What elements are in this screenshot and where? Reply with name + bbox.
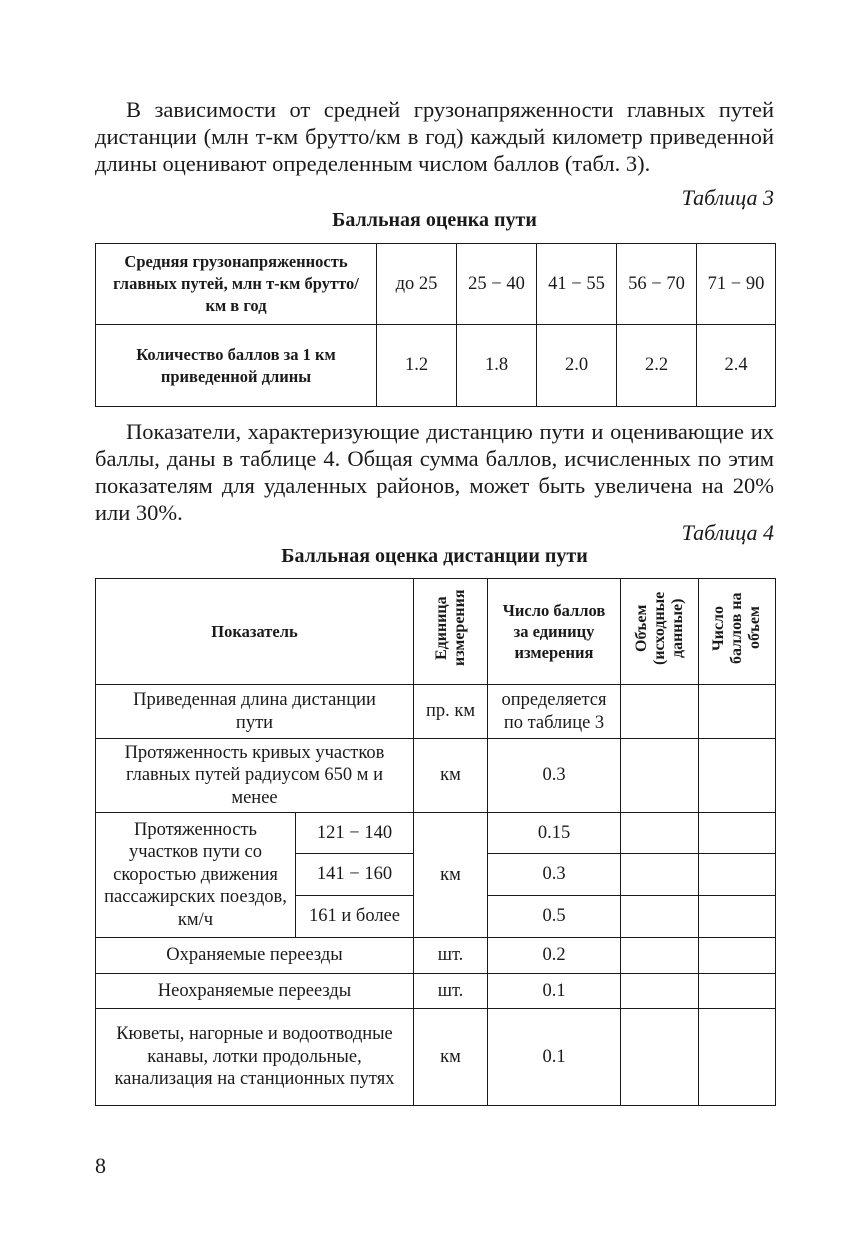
table-row [96,813,776,854]
points-cell: 0.3 [488,739,621,813]
table-cell: 2.4 [697,325,776,407]
volume-cell [621,938,699,974]
table-cell: 1.8 [457,325,537,407]
speed-range-cell: 161 и более [296,896,414,938]
explanation-paragraph: Показатели, характеризующие дистанцию пути и оценивающие их баллы, даны в таблице 4. Общая сумма баллов, исчисленных по этим показателям для удаленных районов, может быть увеличена на 20% или 30%. [95,419,774,525]
volume-cell [621,974,699,1009]
row-header-freight-density: Средняя грузонапряженность главных путей, млн т-км брутто/км в год [96,244,377,325]
points-cell: 0.5 [488,896,621,938]
page-number: 8 [95,1153,106,1178]
speed-range-cell: 121 − 140 [296,813,414,854]
points-volume-cell [699,854,776,896]
score-table-track [95,243,776,407]
unit-cell: км [414,1009,488,1106]
header-unit-text: Единица измерения [432,590,468,667]
unit-cell: шт. [414,938,488,974]
points-cell: 0.1 [488,1009,621,1106]
points-volume-cell [699,1009,776,1106]
indicator-cell: Неохраняемые переезды [96,974,414,1009]
indicator-cell: Кюветы, нагорные и водоотводные канавы, лотки продольные, канализация на станционных путях [96,1009,414,1106]
table-row [96,938,776,974]
volume-cell [621,1009,699,1106]
header-points-volume [699,579,776,685]
header-volume [621,579,699,685]
points-volume-cell [699,739,776,813]
table3-title: Балльная оценка пути [332,209,537,231]
unit-cell: км [414,813,488,938]
table-header-row [96,579,776,685]
header-indicator: Показатель [96,579,414,685]
indicator-cell: Протяженность кривых участков главных путей радиусом 650 м и менее [96,739,414,813]
table-cell: 2.2 [617,325,697,407]
table-row [96,739,776,813]
table-row [96,974,776,1009]
header-unit [414,579,488,685]
table-cell: 56 − 70 [617,244,697,325]
table4-caption: Таблица 4 [681,520,774,545]
points-cell: 0.1 [488,974,621,1009]
table-row [96,685,776,739]
table-cell: 25 − 40 [457,244,537,325]
points-cell: 0.15 [488,813,621,854]
table-row [96,1009,776,1106]
intro-paragraph: В зависимости от средней грузонапряженности главных путей дистанции (млн т-км брутто/км в год) каждый километр приведенной длины оценивают определенным числом баллов (табл. 3). [95,97,774,176]
header-points: Число баллов за единицу измерения [488,579,621,685]
table-row [96,244,776,325]
unit-cell: км [414,739,488,813]
volume-cell [621,896,699,938]
unit-cell: пр. км [414,685,488,739]
points-volume-cell [699,896,776,938]
table-cell: 41 − 55 [537,244,617,325]
points-cell: определяется по таблице 3 [488,685,621,739]
points-volume-cell [699,685,776,739]
points-cell: 0.3 [488,854,621,896]
volume-cell [621,739,699,813]
table-row [96,325,776,407]
table4-title: Балльная оценка дистанции пути [281,545,588,567]
score-table-distance [95,578,776,1106]
volume-cell [621,813,699,854]
points-cell: 0.2 [488,938,621,974]
header-volume-text: Объем (исходные данные) [632,591,686,665]
table-cell: 2.0 [537,325,617,407]
table-cell: до 25 [377,244,457,325]
row-header-points-count: Количество баллов за 1 км приведенной длины [96,325,377,407]
header-points-volume-text: Число баллов на объем [710,592,763,665]
table-cell: 71 − 90 [697,244,776,325]
points-volume-cell [699,813,776,854]
volume-cell [621,854,699,896]
table-cell: 1.2 [377,325,457,407]
points-volume-cell [699,938,776,974]
points-volume-cell [699,974,776,1009]
volume-cell [621,685,699,739]
speed-range-cell: 141 − 160 [296,854,414,896]
indicator-cell: Охраняемые переезды [96,938,414,974]
unit-cell: шт. [414,974,488,1009]
indicator-cell: Приведенная длина дистанции пути [96,685,414,739]
indicator-cell: Протяженность участков пути со скоростью движения пассажирских поездов, км/ч [96,813,296,938]
table3-caption: Таблица 3 [681,185,774,210]
